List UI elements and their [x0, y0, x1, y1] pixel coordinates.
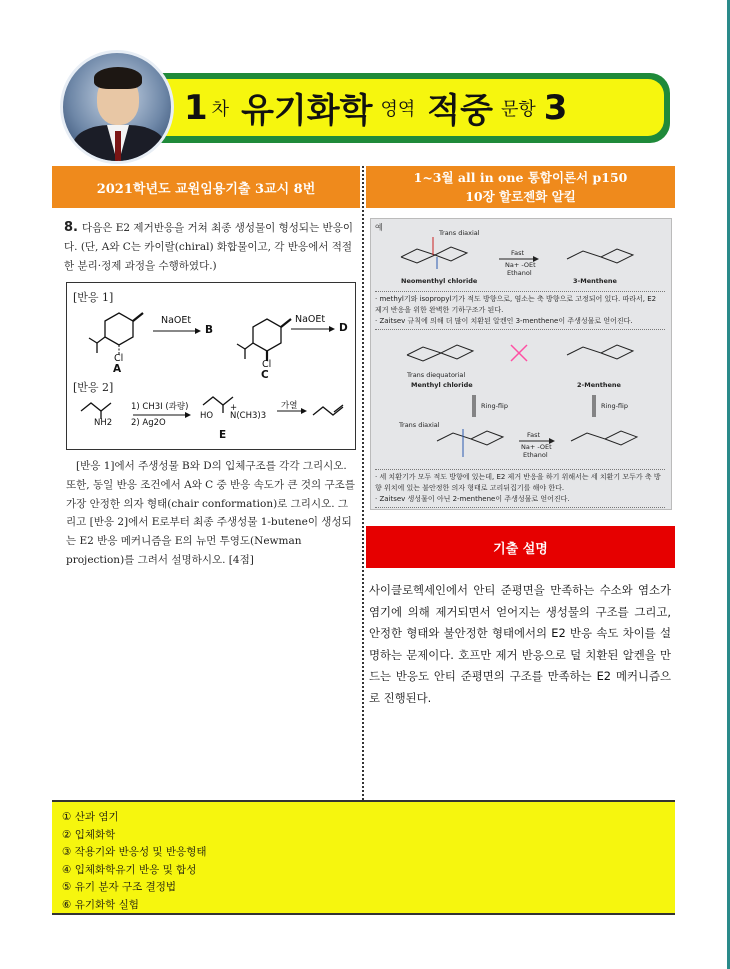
column-divider: [362, 166, 364, 800]
question-number: 8.: [64, 220, 78, 235]
topic-item: ① 산과 염기: [62, 811, 119, 823]
question-intro: [64, 218, 356, 276]
explanation-text: 사이클로헥세인에서 안티 준평면을 만족하는 수소와 염소가 염기에 의해 제거되면서 얻어지는 생성물의 구조를 그리고, 안정한 형태와 불안정한 형태에서의 E2 반응 속도 차이를 설명하는 문제이다. 호프만 제거 반응으로 덜 치환된 알켄을 만드는 반응도 안티 준평면의 구조를 만족하는 E2 메커니즘으로 진행된다.: [369, 583, 671, 705]
reagent-a: NaOEt: [161, 315, 192, 326]
reaction1-label: [반응 1]: [73, 291, 114, 304]
topic-list: [52, 800, 675, 915]
reaction-box: [66, 282, 356, 450]
fig-reagent-2: Na+ -OEt: [521, 443, 552, 451]
question-body: [반응 1]에서 주생성물 B와 D의 입체구조를 각각 그리시오. 또한, 동일 반응 조건에서 A와 C 중 반응 속도가 큰 것의 구조를 가장 안정한 의자 형태(chair conformation)로 그리시오. 그리고 [반응 2]에서 E로부터 최종 주생성물 1-butene이 생성되는 E2 반응 메커니즘을 E의 뉴먼 투영도(Newman projection)를 그려서 설명하시오. [4점]: [66, 460, 355, 566]
title-hit: 적중: [427, 91, 493, 131]
reagent-c: NaOEt: [295, 314, 326, 325]
product-d: D: [339, 322, 348, 334]
fig-note-1b: · Zaitsev 규칙에 의해 더 많이 치환된 알켄인 3-menthene이 주생성물로 얻어진다.: [375, 317, 633, 325]
fig-fast: Fast: [511, 249, 525, 257]
fig-3-menthene: 3-Menthene: [573, 277, 617, 285]
hydroxide: HO: [200, 411, 214, 421]
right-header-line2: 10장 할로젠화 알킬: [465, 189, 576, 204]
cl-c: Cl: [262, 359, 272, 370]
fig-trans-diaxial: Trans diaxial: [439, 229, 480, 237]
cl-a: Cl: [114, 353, 124, 364]
fig-2-menthene: 2-Menthene: [577, 381, 621, 389]
title-area: 영역: [380, 98, 416, 120]
title-cha: 차: [211, 98, 230, 120]
instructor-photo: [60, 50, 174, 164]
title-question: 문항: [500, 98, 536, 120]
topic-item: ⑤ 유기 분자 구조 결정법: [62, 881, 177, 893]
plus-charge: +: [230, 403, 238, 413]
compound-c: C: [261, 369, 269, 381]
title-banner: [128, 79, 664, 136]
question-intro-text: 다음은 E2 제거반응을 거쳐 최종 생성물이 형성되는 반응이다. (단, A와 C는 카이랄(chiral) 화합물이고, 각 반응에서 적절한 분리·정제 과정을 수행하였다.): [64, 222, 353, 272]
fig-solvent-2: Ethanol: [523, 451, 548, 459]
fig-neomenthyl: Neomenthyl chloride: [401, 277, 478, 285]
fig-trans-diaxial-2: Trans diaxial: [399, 421, 440, 429]
fig-note-2: [375, 469, 665, 508]
fig-fast-2: Fast: [527, 431, 541, 439]
fig-ring-flip-1: Ring-flip: [481, 402, 508, 410]
fig-menthyl: Menthyl chloride: [411, 381, 473, 389]
topic-item: ④ 입체화학유기 반응 및 합성: [62, 863, 197, 876]
right-header: [366, 166, 675, 208]
compound-a: A: [113, 363, 122, 375]
compound-e: E: [219, 429, 227, 441]
figure-tag: 예: [375, 223, 383, 232]
fig-solvent: Ethanol: [507, 269, 532, 277]
topic-item: ③ 작용기와 반응성 및 반응형태: [62, 846, 207, 858]
fig-note-1: [375, 291, 665, 330]
title-subject: 유기화학: [241, 91, 373, 131]
reaction2-label: [반응 2]: [73, 381, 114, 394]
fig-trans-diequatorial: Trans diequatorial: [407, 371, 466, 379]
fig-ring-flip-2: Ring-flip: [601, 402, 628, 410]
title-count: 3: [543, 87, 568, 128]
fig-note-2a: · 세 치환기가 모두 적도 방향에 있는데, E2 제거 반응을 하기 위해서는 세 치환기 모두가 축 방향 위치에 있는 불안정한 의자 형태로 고리뒤집기를 해야 한다.: [375, 473, 661, 492]
trimethylammonium: N(CH3)3: [230, 411, 267, 421]
amine-nh2: NH2: [94, 418, 113, 428]
heat-label: 가열: [281, 401, 298, 411]
step-2: 2) Ag2O: [131, 418, 166, 428]
title-number: 1: [184, 87, 208, 128]
topic-item: ⑥ 유기화학 실험: [62, 898, 139, 911]
fig-reagent: Na+ -OEt: [505, 261, 536, 269]
product-b: B: [205, 324, 214, 336]
fig-note-2b: · Zaitsev 생성물이 아닌 2-menthene이 주생성물로 얻어진다.: [375, 495, 570, 503]
topic-item: ② 입체화학: [62, 828, 116, 841]
right-header-line1: 1~3월 all in one 통합이론서 p150: [413, 170, 628, 185]
reference-figure: [370, 218, 672, 510]
step-1: 1) CH3I (과량): [131, 402, 189, 412]
fig-note-1a: · methyl기와 isopropyl기가 적도 방향으로, 염소는 축 방향으로 고정되어 있다. 따라서, E2 제거 반응을 위한 완벽한 기하구조가 된다.: [375, 295, 657, 314]
explanation-header: 기출 설명: [366, 526, 675, 568]
left-header: 2021학년도 교원임용기출 3교시 8번: [52, 166, 360, 208]
